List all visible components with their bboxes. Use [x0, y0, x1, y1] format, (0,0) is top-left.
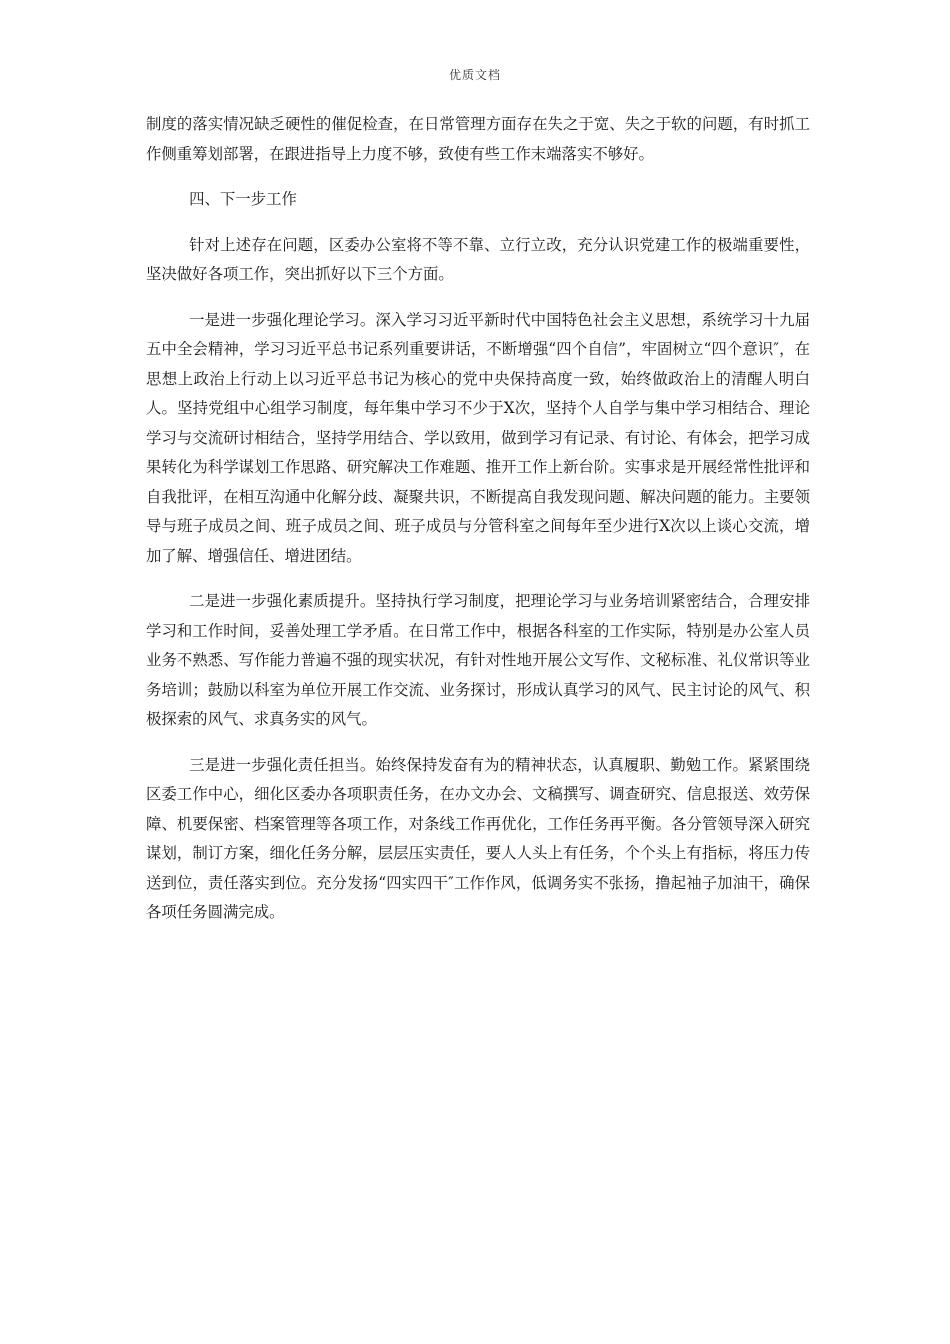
document-body [146, 110, 810, 944]
paragraph-intro: 针对上述存在问题，区委办公室将不等不靠、立行立改，充分认识党建工作的极端重要性，坚决做好各项工作，突出抓好以下三个方面。 [146, 235, 810, 283]
paragraph-continuation: 制度的落实情况缺乏硬性的催促检查，在日常管理方面存在失之于宽、失之于软的问题，有时抓工作侧重筹划部署，在跟进指导上力度不够，致使有些工作末端落实不够好。 [146, 115, 810, 163]
paragraph-theory-study: 一是进一步强化理论学习。深入学习习近平新时代中国特色社会主义思想，系统学习十九届五中全会精神，学习习近平总书记系列重要讲话，不断增强“四个自信”，牢固树立“四个意识″，在思想上政治上行动上以习近平总书记为核心的党中央保持高度一致，始终做政治上的清醒人明白人。坚持党组中心组学习制度，每年集中学习不少于X次，坚持个人自学与集中学习相结合、理论学习与交流研讨相结合，坚持学用结合、学以致用，做到学习有记录、有讨论、有体会，把学习成果转化为科学谋划工作思路、研究解决工作难题、推开工作上新台阶。实事求是开展经常性批评和自我批评，在相互沟通中化解分歧、凝聚共识，不断提高自我发现问题、解决问题的能力。主要领导与班子成员之间、班子成员之间、班子成员与分管科室之间每年至少进行X次以上谈心交流，增加了解、增强信任、增进团结。 [146, 310, 810, 565]
page-header: 优质文档 [448, 68, 501, 82]
paragraph-quality-improvement: 二是进一步强化素质提升。坚持执行学习制度，把理论学习与业务培训紧密结合，合理安排学习和工作时间，妥善处理工学矛盾。在日常工作中，根据各科室的工作实际，特别是办公室人员业务不熟悉、写作能力普遍不强的现实状况，有针对性地开展公文写作、文秘标准、礼仪常识等业务培训；鼓励以科室为单位开展工作交流、业务探讨，形成认真学习的风气、民主讨论的风气、积极探索的风气、求真务实的风气。 [146, 592, 810, 728]
paragraph-responsibility: 三是进一步强化责任担当。始终保持发奋有为的精神状态，认真履职、勤勉工作。紧紧围绕区委工作中心，细化区委办各项职责任务，在办文办会、文稿撰写、调查研究、信息报送、效劳保障、机要保密、档案管理等各项工作，对条线工作再优化，工作任务再平衡。各分管领导深入研究谋划，制订方案，细化任务分解，层层压实责任，要人人头上有任务，个个头上有指标，将压力传送到位，责任落实到位。充分发扬“四实四干″工作作风，低调务实不张扬，撸起袖子加油干，确保各项任务圆满完成。 [146, 755, 810, 921]
section-heading: 四、下一步工作 [189, 190, 297, 208]
